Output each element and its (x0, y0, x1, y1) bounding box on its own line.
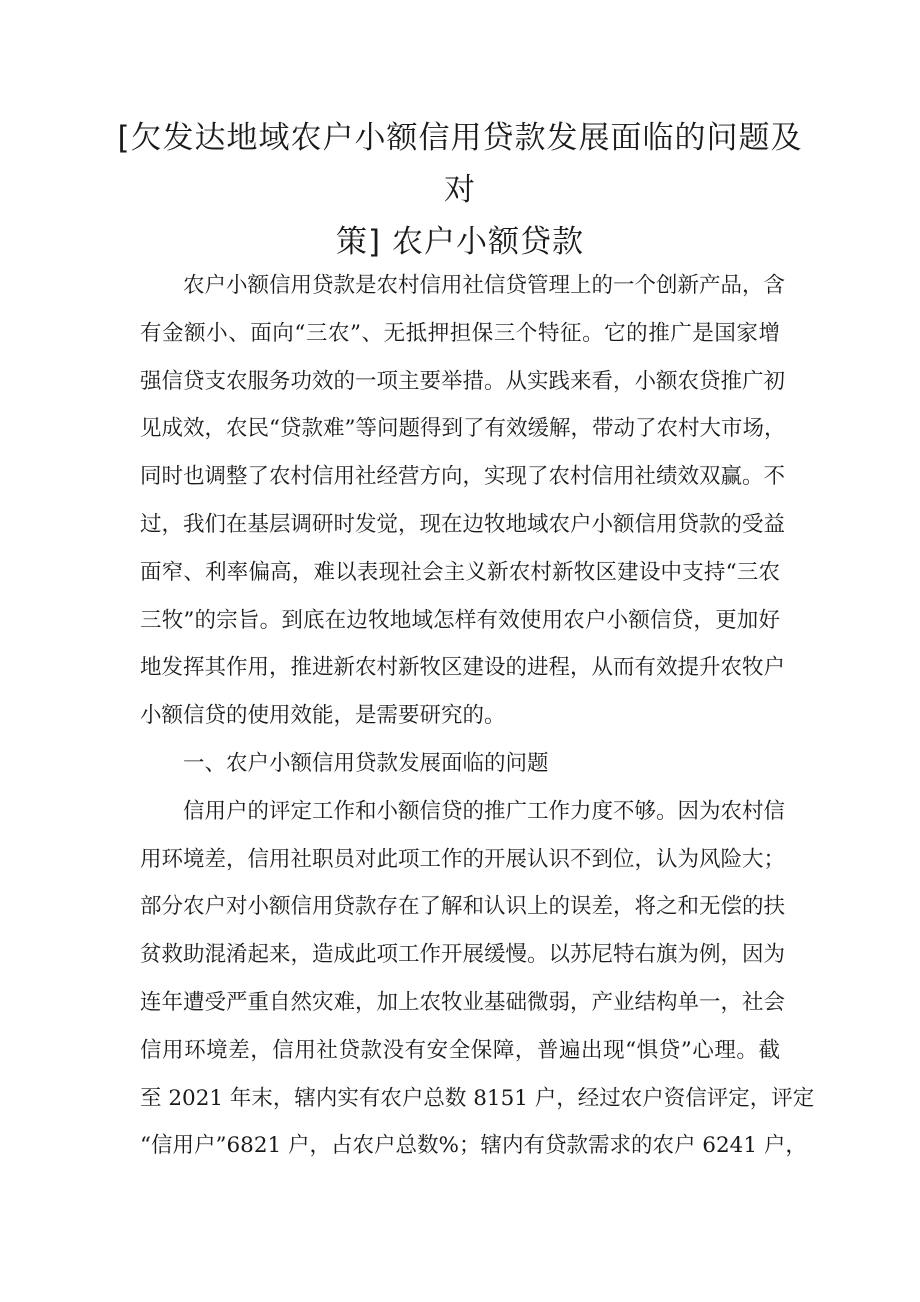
title-line-1: [欠发达地域农户小额信用贷款发展面临的问题及对 (117, 120, 803, 208)
text-line: 连年遭受严重自然灾难，加上农牧业基础微弱，产业结构单一，社会 (140, 989, 786, 1015)
title-line-2: 策] 农户小额贷款 (336, 224, 584, 260)
paragraph-problems (140, 788, 815, 1170)
text-line: 部分农户对小额信用贷款存在了解和认识上的误差，将之和无偿的扶 (140, 894, 786, 920)
text-line: 贫救助混淆起来，造成此项工作开展缓慢。以苏尼特右旗为例，因为 (140, 942, 786, 968)
section-heading-text: 一、农户小额信用贷款发展面临的问题 (183, 750, 549, 776)
document-title (110, 112, 810, 268)
text-line: 信用户的评定工作和小额信贷的推广工作力度不够。因为农村信 (183, 798, 786, 824)
text-line: 见成效，农民“贷款难”等问题得到了有效缓解，带动了农村大市场， (140, 416, 786, 442)
text-line: 信用环境差，信用社贷款没有安全保障，普遍出现“惧贷”心理。截 (140, 1037, 780, 1063)
paragraph-intro (140, 262, 786, 740)
section-heading (140, 740, 780, 788)
text-line: 三牧”的宗旨。到底在边牧地域怎样有效使用农户小额信贷，更加好 (140, 607, 780, 633)
text-line: 小额信贷的使用效能，是需要研究的。 (140, 703, 506, 729)
text-line: 同时也调整了农村信用社经营方向，实现了农村信用社绩效双赢。不 (140, 464, 786, 490)
text-line: 地发挥其作用，推进新农村新牧区建设的进程，从而有效提升农牧户 (140, 655, 786, 681)
text-line: 过，我们在基层调研时发觉，现在边牧地域农户小额信用贷款的受益 (140, 511, 786, 537)
text-line: 农户小额信用贷款是农村信用社信贷管理上的一个创新产品，含 (183, 273, 786, 298)
text-line: 用环境差，信用社职员对此项工作的开展认识不到位，认为风险大； (140, 846, 786, 872)
text-line: 面窄、利率偏高，难以表现社会主义新农村新牧区建设中支持“三农 (140, 559, 780, 585)
text-line: 有金额小、面向“三农”、无抵押担保三个特征。它的推广是国家增 (140, 320, 780, 346)
text-line: 强信贷支农服务功效的一项主要举措。从实践来看，小额农贷推广初 (140, 368, 786, 394)
text-line: 至 2021 年末，辖内实有农户总数 8151 户，经过农户资信评定，评定 (140, 1085, 815, 1111)
text-line: “信用户”6821 户，占农户总数%；辖内有贷款需求的农户 6241 户， (140, 1133, 807, 1159)
document-body (140, 262, 815, 1170)
